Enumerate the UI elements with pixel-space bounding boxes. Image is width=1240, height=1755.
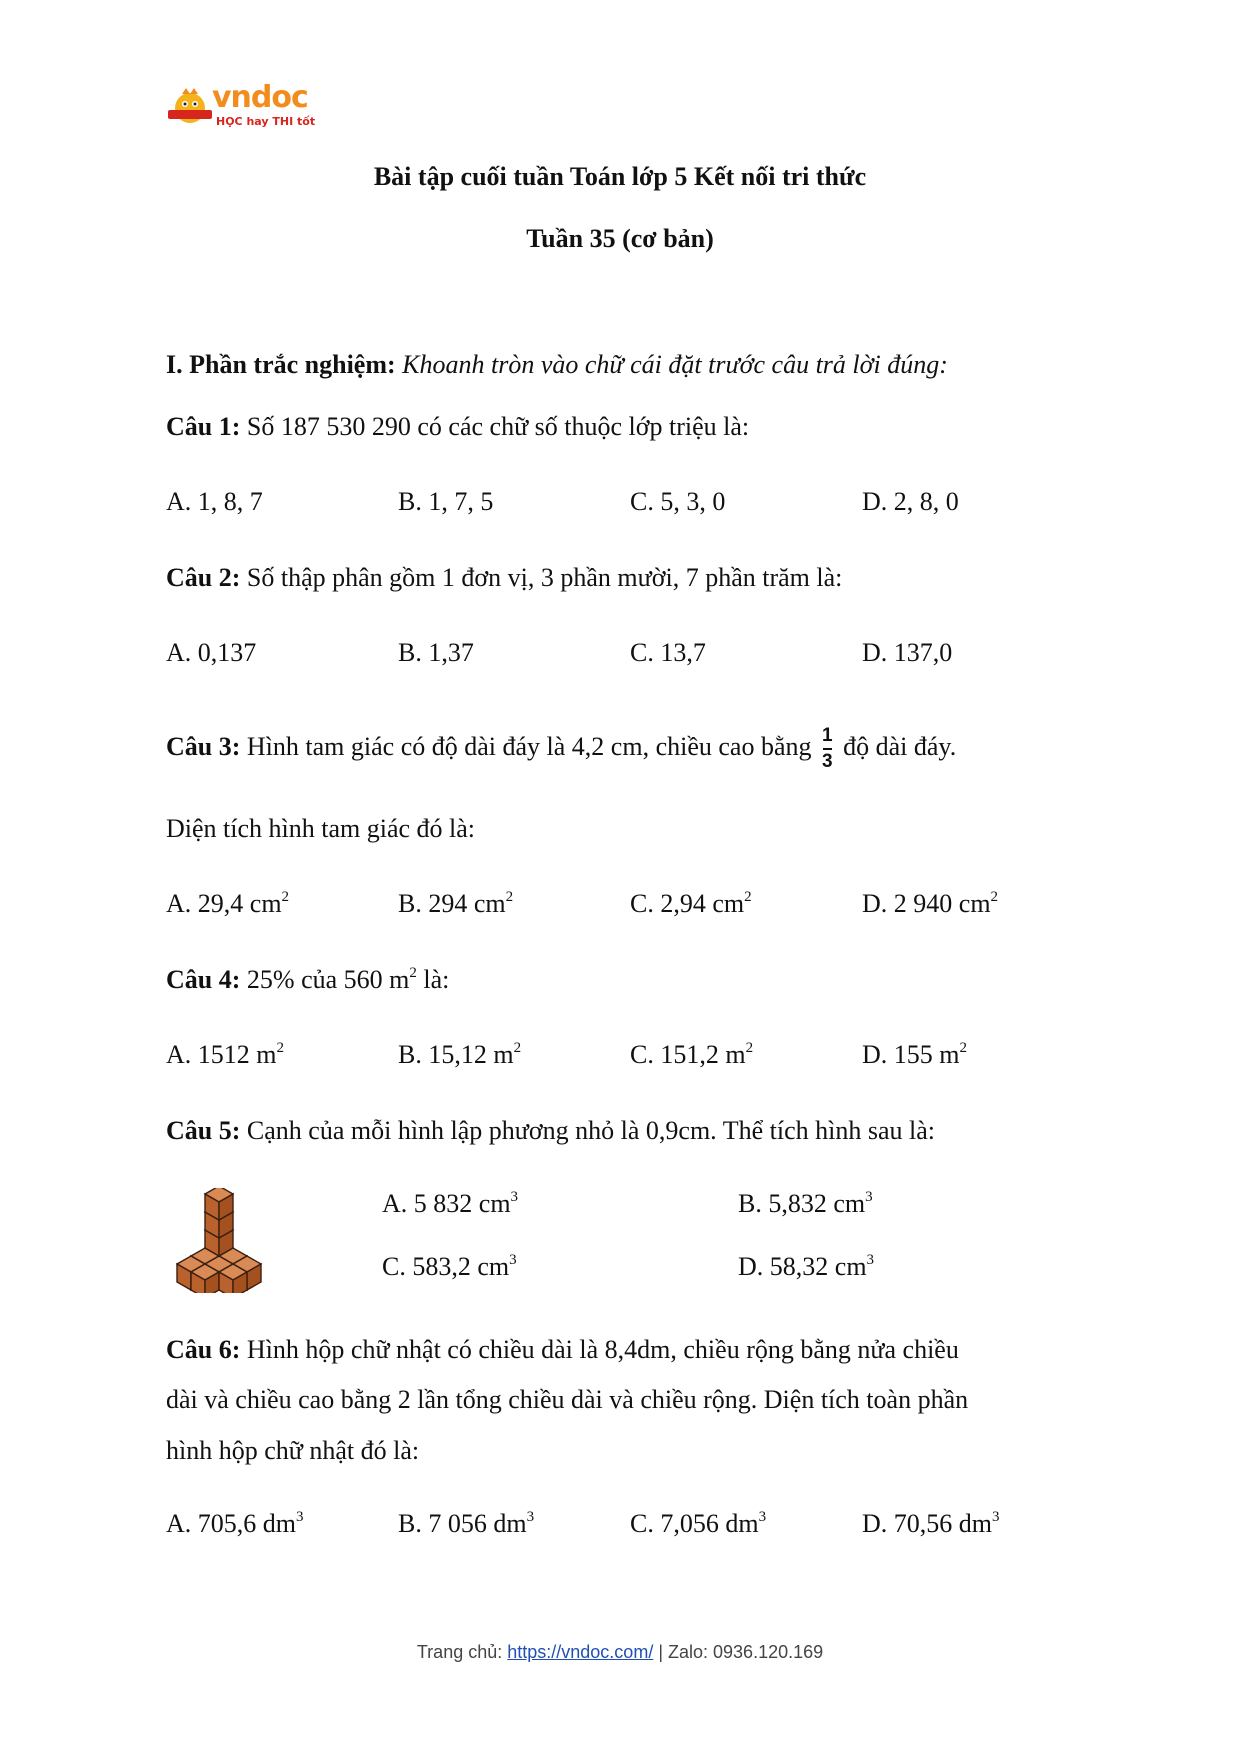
footer-contact: | Zalo: 0936.120.169 <box>653 1642 824 1662</box>
homepage-link[interactable]: https://vndoc.com/ <box>507 1642 654 1662</box>
option-a[interactable]: A. 1512 $m^2$ <box>166 1040 284 1069</box>
option-c[interactable]: C. 5, 3, 0 <box>630 487 726 516</box>
question-text-end: độ dài đáy. <box>843 731 957 761</box>
option-d[interactable]: D. 137,0 <box>862 638 953 667</box>
question-3 <box>166 726 956 772</box>
question-3-line2: Diện tích hình tam giác đó là: <box>166 814 476 843</box>
fraction-numerator: 1 <box>822 725 833 746</box>
option-c[interactable]: C. 583,2 $cm^3$ <box>382 1252 517 1281</box>
page-footer <box>0 1642 1240 1663</box>
option-d[interactable]: D. 2 940 $cm^2$ <box>862 889 999 918</box>
option-b[interactable]: B. 294 $cm^2$ <box>398 889 514 918</box>
question-2-options <box>0 638 1240 672</box>
question-label: Câu 1: <box>166 412 241 441</box>
option-a[interactable]: A. 705,6 $dm^3$ <box>166 1509 304 1538</box>
question-text: Hình tam giác có độ dài đáy là 4,2 cm, chiều cao bằng <box>246 731 812 761</box>
question-label: Câu 5: <box>166 1116 241 1145</box>
question-label: Câu 2: <box>166 563 241 592</box>
option-d[interactable]: D. 2, 8, 0 <box>862 487 959 516</box>
option-a[interactable]: A. 1, 8, 7 <box>166 487 263 516</box>
option-c[interactable]: C. 7,056 $dm^3$ <box>630 1509 767 1538</box>
option-d[interactable]: D. 58,32 $cm^3$ <box>738 1252 875 1281</box>
question-1-options <box>0 487 1240 521</box>
question-6-options <box>0 1509 1240 1543</box>
option-b[interactable]: B. 15,12 $m^2$ <box>398 1040 522 1069</box>
question-text: Hình hộp chữ nhật có chiều dài là 8,4dm, chiều rộng bằng nửa chiều <box>246 1335 959 1364</box>
fraction-denominator: 3 <box>822 751 833 772</box>
option-c[interactable]: C. 13,7 <box>630 638 706 667</box>
option-d[interactable]: D. 70,56 $dm^3$ <box>862 1509 1000 1538</box>
option-b[interactable]: B. 5,832 $cm^3$ <box>738 1189 873 1218</box>
option-a[interactable]: A. 5 832 $cm^3$ <box>382 1189 519 1218</box>
option-c[interactable]: C. 151,2 $m^2$ <box>630 1040 754 1069</box>
question-label: Câu 3: <box>166 731 241 761</box>
question-4 <box>166 965 449 995</box>
option-b[interactable]: B. 1, 7, 5 <box>398 487 494 516</box>
question-5 <box>166 1116 935 1146</box>
question-2 <box>166 563 842 593</box>
option-b[interactable]: B. 1,37 <box>398 638 474 667</box>
option-d[interactable]: D. 155 $m^2$ <box>862 1040 967 1069</box>
question-text: 25% của 560 $m^2$ là: <box>246 965 450 994</box>
page-subtitle: Tuần 35 (cơ bản) <box>526 224 714 253</box>
question-6-line2: dài và chiều cao bằng 2 lần tổng chiều dài và chiều rộng. Diện tích toàn phần <box>166 1385 969 1414</box>
question-4-options <box>0 1040 1240 1074</box>
fraction <box>822 726 833 772</box>
option-a[interactable]: A. 0,137 <box>166 638 257 667</box>
vndoc-logo <box>166 82 316 134</box>
option-c[interactable]: C. 2,94 $cm^2$ <box>630 889 752 918</box>
question-6-line3: hình hộp chữ nhật đó là: <box>166 1436 420 1465</box>
question-text: Cạnh của mỗi hình lập phương nhỏ là 0,9cm. Thể tích hình sau là: <box>246 1116 935 1145</box>
question-text: Số 187 530 290 có các chữ số thuộc lớp triệu là: <box>246 412 750 441</box>
mascot-icon <box>166 86 214 130</box>
question-6 <box>166 1335 959 1365</box>
question-label: Câu 4: <box>166 965 241 994</box>
option-a[interactable]: A. 29,4 $cm^2$ <box>166 889 290 918</box>
question-label: Câu 6: <box>166 1335 241 1364</box>
question-5-options-row1 <box>0 1189 1240 1223</box>
question-1 <box>166 412 749 442</box>
section-instruction: Khoanh tròn vào chữ cái đặt trước câu trả lời đúng: <box>402 350 948 379</box>
option-b[interactable]: B. 7 056 $dm^3$ <box>398 1509 535 1538</box>
page-title: Bài tập cuối tuần Toán lớp 5 Kết nối tri thức <box>373 162 867 191</box>
logo-tagline: HỌC hay THI tốt <box>216 115 316 128</box>
footer-prefix: Trang chủ: <box>416 1642 508 1662</box>
section-label: I. Phần trắc nghiệm: <box>166 350 396 379</box>
question-3-options <box>0 889 1240 923</box>
question-5-options-row2 <box>0 1252 1240 1286</box>
section-heading <box>166 350 948 380</box>
question-text: Số thập phân gồm 1 đơn vị, 3 phần mười, 7 phần trăm là: <box>246 563 843 592</box>
logo-wordmark: vndoc <box>212 80 308 115</box>
